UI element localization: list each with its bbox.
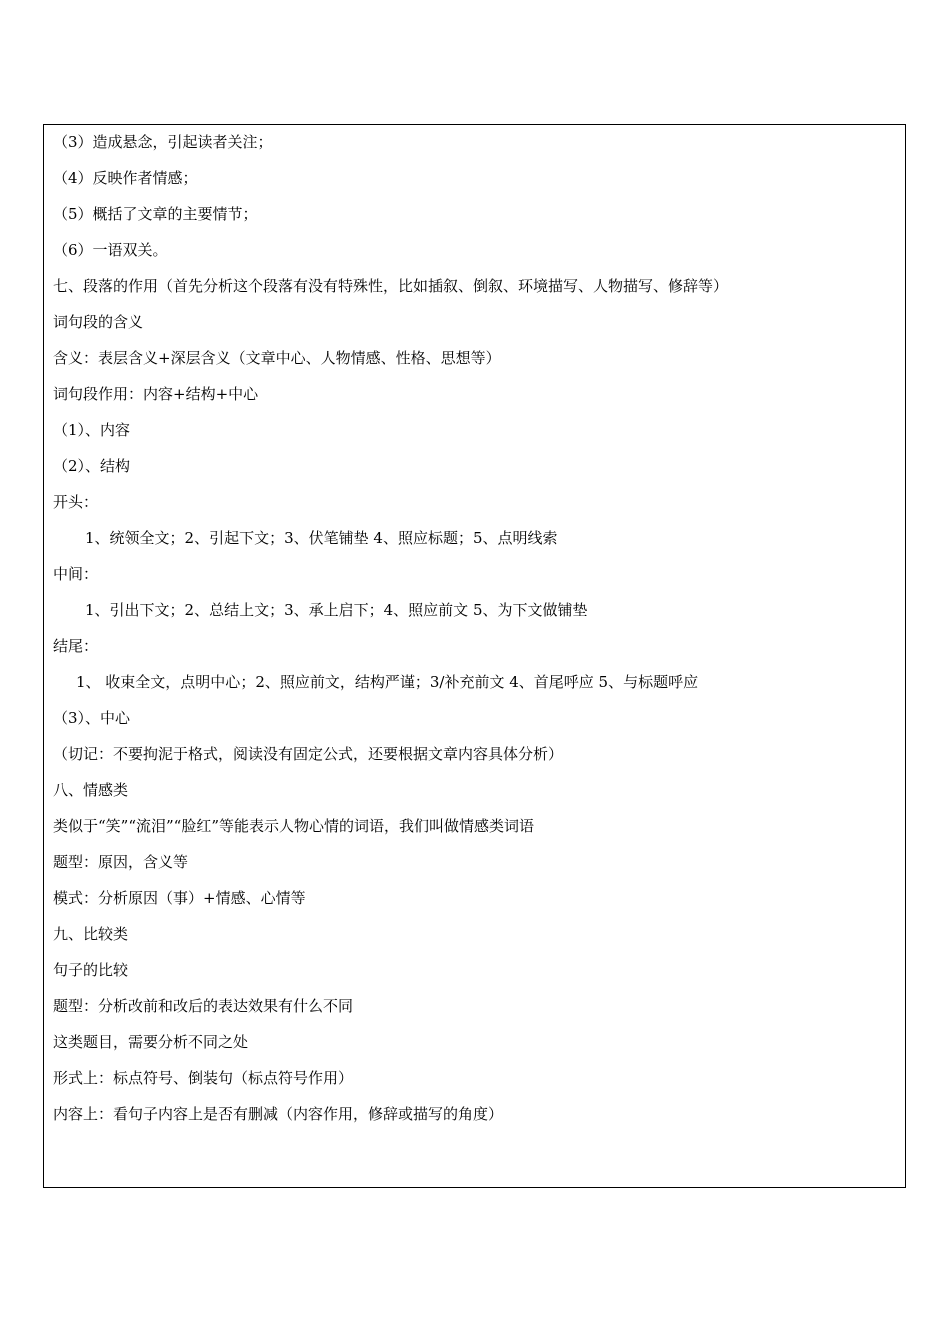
text-line: 内容上：看句子内容上是否有删减（内容作用，修辞或描写的角度）	[53, 1105, 504, 1123]
text-line: （4）反映作者情感；	[53, 169, 198, 187]
text-line: （切记：不要拘泥于格式，阅读没有固定公式，还要根据文章内容具体分析）	[53, 745, 564, 763]
text-line: 句子的比较	[53, 961, 129, 979]
text-line: （3）造成悬念，引起读者关注；	[53, 133, 273, 151]
text-line: （2）、结构	[53, 457, 131, 475]
text-line: （1）、内容	[53, 421, 131, 439]
section-heading: 七、段落的作用（首先分析这个段落有没有特殊性，比如插叙、倒叙、环境描写、人物描写、修辞等）	[53, 277, 729, 295]
section-heading: 九、比较类	[53, 925, 129, 943]
text-block	[53, 127, 901, 1135]
text-line: 模式：分析原因（事）+情感、心情等	[53, 889, 306, 907]
text-line: 含义：表层含义+深层含义（文章中心、人物情感、性格、思想等）	[53, 349, 501, 367]
text-line: 开头：	[53, 493, 99, 511]
text-line: 1、统领全文；2、引起下文；3、伏笔铺垫 4、照应标题；5、点明线索	[85, 529, 558, 547]
text-line: 词句段的含义	[53, 313, 144, 331]
text-line: 1、 收束全文，点明中心；2、照应前文，结构严谨；3/补充前文 4、首尾呼应 5、与标题呼应	[76, 673, 699, 691]
text-line: 类似于“笑”“流泪”“脸红”等能表示人物心情的词语，我们叫做情感类词语	[53, 817, 535, 835]
text-line: （6）一语双关。	[53, 241, 168, 259]
text-line: （3）、中心	[53, 709, 131, 727]
text-line: 1、引出下文；2、总结上文；3、承上启下；4、照应前文 5、为下文做铺垫	[85, 601, 588, 619]
section-heading: 八、情感类	[53, 781, 129, 799]
text-line: 结尾：	[53, 637, 99, 655]
text-line: 中间：	[53, 565, 99, 583]
text-line: 这类题目，需要分析不同之处	[53, 1033, 249, 1051]
text-line: 词句段作用：内容+结构+中心	[53, 385, 259, 403]
text-line: （5）概括了文章的主要情节；	[53, 205, 258, 223]
content-box	[43, 124, 906, 1188]
text-line: 题型：分析改前和改后的表达效果有什么不同	[53, 997, 354, 1015]
text-line: 形式上：标点符号、倒装句（标点符号作用）	[53, 1069, 354, 1087]
text-line: 题型：原因，含义等	[53, 853, 189, 871]
